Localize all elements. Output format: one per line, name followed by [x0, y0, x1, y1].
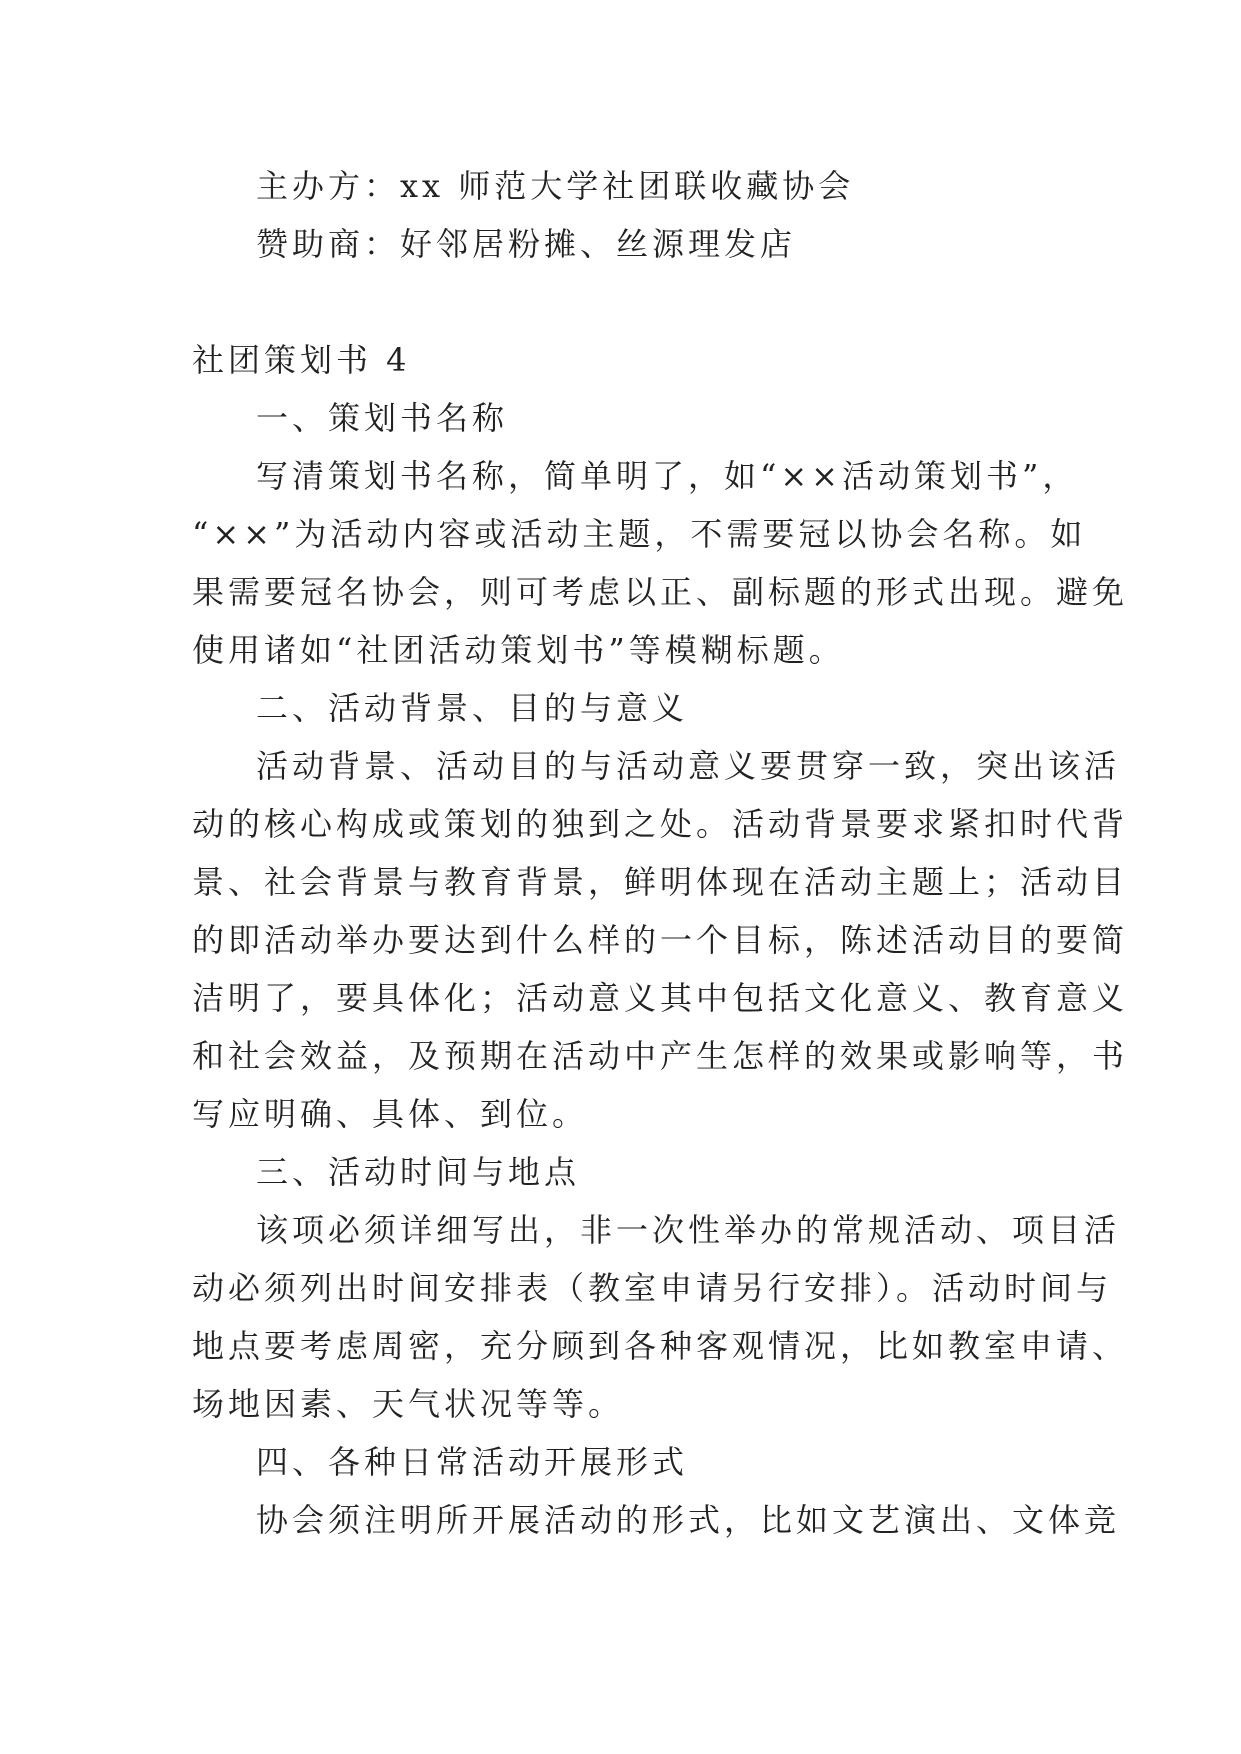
- paragraph-line: 的即活动举办要达到什么样的一个目标，陈述活动目的要简: [192, 921, 1129, 959]
- paragraph-line: 动必须列出时间安排表（教室申请另行安排）。活动时间与: [192, 1269, 1113, 1307]
- paragraph-line: “××”为活动内容或活动主题，不需要冠以协会名称。如: [192, 515, 1087, 553]
- sponsor-line: 赞助商：好邻居粉摊、丝源理发店: [256, 225, 797, 263]
- heading-2: 二、活动背景、目的与意义: [256, 689, 689, 727]
- section-title: 社团策划书 4: [192, 341, 411, 379]
- paragraph-line: 景、社会背景与教育背景，鲜明体现在活动主题上；活动目: [192, 863, 1129, 901]
- heading-4: 四、各种日常活动开展形式: [256, 1443, 689, 1481]
- paragraph-line: 活动背景、活动目的与活动意义要贯穿一致，突出该活: [256, 747, 1121, 785]
- paragraph-line: 该项必须详细写出，非一次性举办的常规活动、项目活: [256, 1211, 1121, 1249]
- paragraph-line: 果需要冠名协会，则可考虑以正、副标题的形式出现。避免: [192, 573, 1129, 611]
- paragraph-line: 洁明了，要具体化；活动意义其中包括文化意义、教育意义: [192, 979, 1129, 1017]
- paragraph-line: 动的核心构成或策划的独到之处。活动背景要求紧扣时代背: [192, 805, 1129, 843]
- paragraph-line: 使用诸如“社团活动策划书”等模糊标题。: [192, 631, 845, 669]
- organizer-line: 主办方：xx 师范大学社团联收藏协会: [256, 167, 855, 205]
- paragraph-line: 和社会效益，及预期在活动中产生怎样的效果或影响等，书: [192, 1037, 1129, 1075]
- paragraph-line: 地点要考虑周密，充分顾到各种客观情况，比如教室申请、: [192, 1327, 1129, 1365]
- paragraph-line: 协会须注明所开展活动的形式，比如文艺演出、文体竞: [256, 1501, 1121, 1539]
- paragraph-line: 场地因素、天气状况等等。: [192, 1385, 625, 1423]
- paragraph-line: 写清策划书名称，简单明了，如“××活动策划书”，: [256, 457, 1079, 495]
- heading-1: 一、策划书名称: [256, 399, 509, 437]
- heading-3: 三、活动时间与地点: [256, 1153, 581, 1191]
- paragraph-line: 写应明确、具体、到位。: [192, 1095, 589, 1133]
